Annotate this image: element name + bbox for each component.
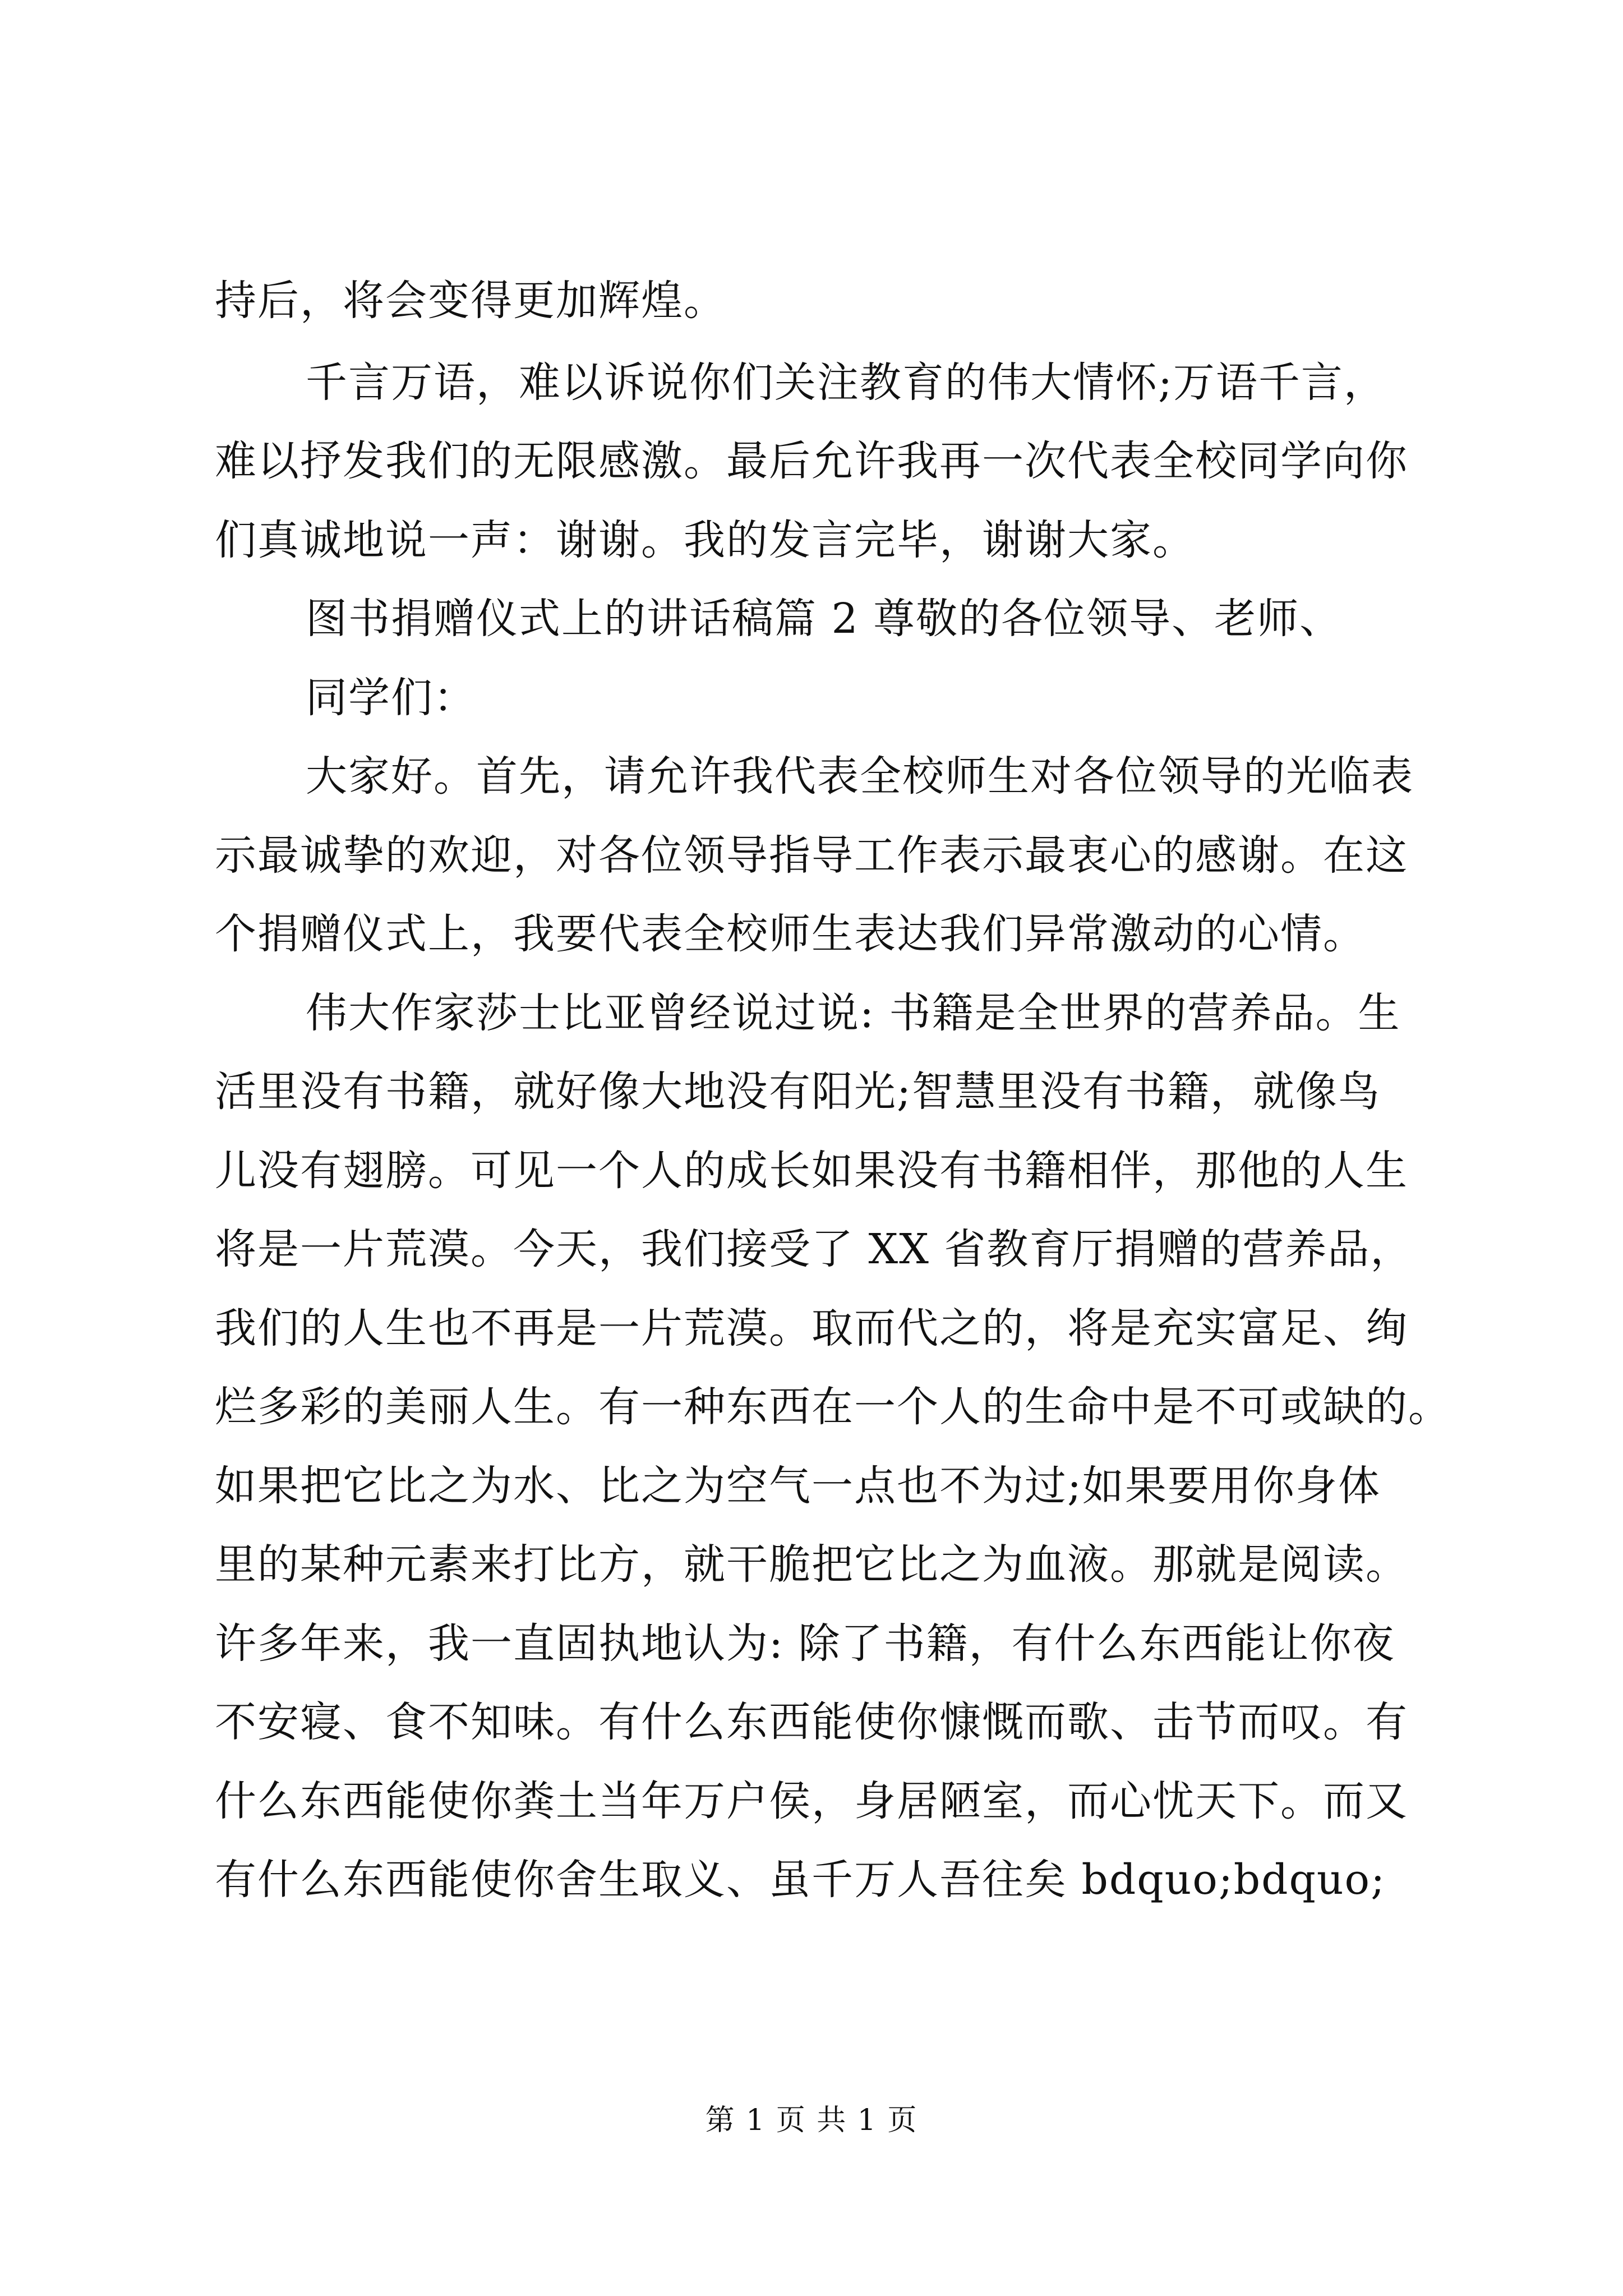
- text-line-8: 示最诚挚的欢迎，对各位领导指导工作表示最衷心的感谢。在这: [215, 831, 1408, 880]
- text-line-19: 不安寝、食不知味。有什么东西能使你慷慨而歌、击节而叹。有: [215, 1698, 1408, 1746]
- text-line-17: 里的某种元素来打比方，就干脆把它比之为血液。那就是阅读。: [215, 1540, 1408, 1589]
- text-line-21: 有什么东西能使你舍生取义、虽千万人吾往矣 bdquo;bdquo;: [215, 1856, 1386, 1904]
- text-line-13: 将是一片荒漠。今天，我们接受了 XX 省教育厅捐赠的营养品，: [215, 1225, 1413, 1273]
- text-line-11: 活里没有书籍，就好像大地没有阳光;智慧里没有书籍，就像鸟: [215, 1068, 1381, 1116]
- text-line-9: 个捐赠仪式上，我要代表全校师生表达我们异常激动的心情。: [215, 910, 1366, 958]
- text-line-6: 同学们：: [306, 674, 476, 722]
- page-footer: 第 1 页 共 1 页: [705, 2104, 918, 2137]
- text-line-14: 我们的人生也不再是一片荒漠。取而代之的，将是充实富足、绚: [215, 1304, 1408, 1352]
- text-line-4: 们真诚地说一声：谢谢。我的发言完毕，谢谢大家。: [215, 516, 1195, 564]
- text-line-5: 图书捐赠仪式上的讲话稿篇 2 尊敬的各位领导、老师、: [306, 595, 1343, 643]
- text-line-1: 持后，将会变得更加辉煌。: [215, 277, 726, 325]
- text-line-10: 伟大作家莎士比亚曾经说过说: 书籍是全世界的营养品。生: [306, 989, 1401, 1037]
- text-line-2: 千言万语，难以诉说你们关注教育的伟大情怀;万语千言，: [306, 358, 1386, 407]
- text-line-15: 烂多彩的美丽人生。有一种东西在一个人的生命中是不可或缺的。: [215, 1383, 1451, 1431]
- text-line-20: 什么东西能使你粪土当年万户侯，身居陋室，而心忧天下。而又: [215, 1777, 1408, 1825]
- text-line-3: 难以抒发我们的无限感激。最后允许我再一次代表全校同学向你: [215, 437, 1408, 485]
- text-line-18: 许多年来，我一直固执地认为: 除了书籍，有什么东西能让你夜: [215, 1619, 1395, 1668]
- text-line-7: 大家好。首先，请允许我代表全校师生对各位领导的光临表: [306, 752, 1414, 800]
- text-line-12: 儿没有翅膀。可见一个人的成长如果没有书籍相伴，那他的人生: [215, 1147, 1408, 1195]
- text-line-16: 如果把它比之为水、比之为空气一点也不为过;如果要用你身体: [215, 1462, 1381, 1510]
